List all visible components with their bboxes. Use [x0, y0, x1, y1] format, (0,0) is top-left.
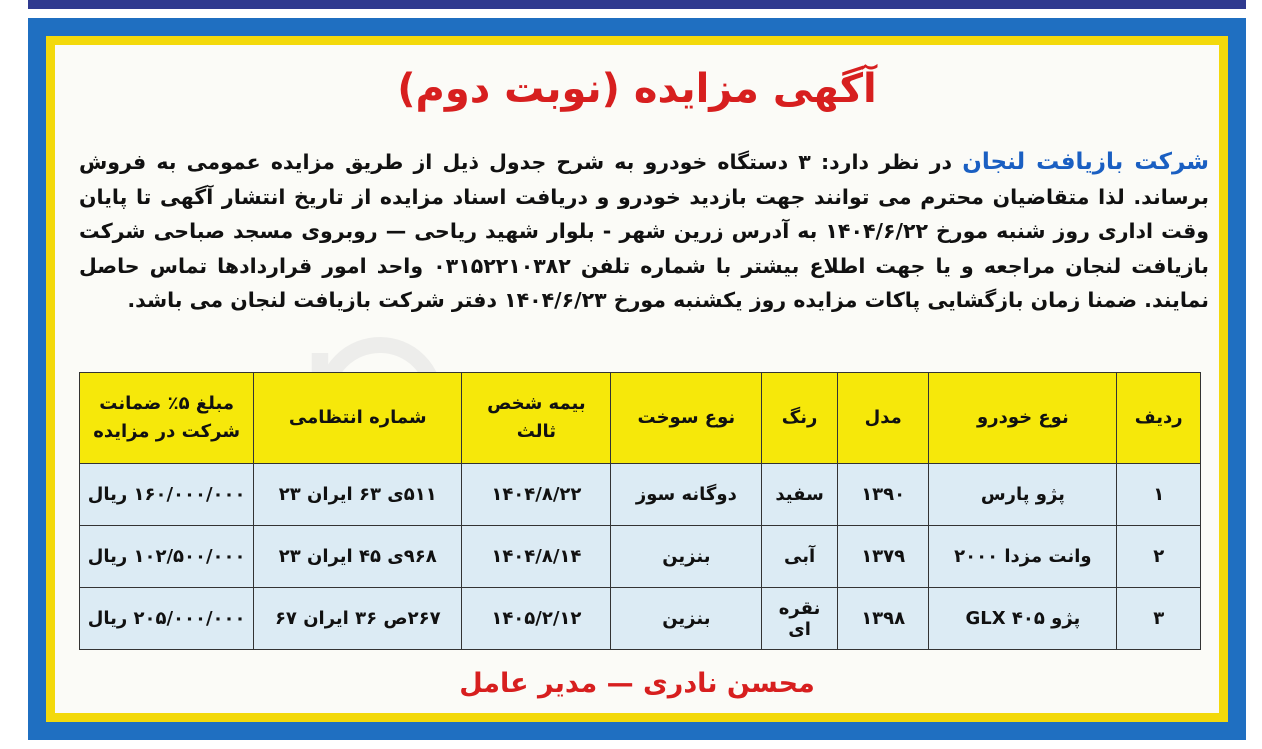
cell-insurance: ۱۴۰۴/۸/۱۴ [462, 526, 611, 588]
header-vehicle: نوع خودرو [929, 373, 1117, 464]
header-plate: شماره انتظامی [254, 373, 462, 464]
header-insurance: بیمه شخص ثالث [462, 373, 611, 464]
header-row-no: ردیف [1117, 373, 1201, 464]
cell-fuel: بنزین [611, 526, 762, 588]
signature: محسن نادری — مدیر عامل [459, 668, 815, 699]
cell-insurance: ۱۴۰۵/۲/۱۲ [462, 588, 611, 650]
cell-color: سفید [762, 464, 838, 526]
table-row [80, 526, 1201, 588]
header-color: رنگ [762, 373, 838, 464]
cell-guarantee: ۱۰۲/۵۰۰/۰۰۰ ریال [80, 526, 254, 588]
cell-plate: ۵۱۱ی ۶۳ ایران ۲۳ [254, 464, 462, 526]
table-header-row [80, 373, 1201, 464]
cell-color: نقره ای [762, 588, 838, 650]
cell-vehicle: پژو ۴۰۵ GLX [929, 588, 1117, 650]
table-row [80, 588, 1201, 650]
header-guarantee: مبلغ ۵٪ ضمانت شرکت در مزایده [80, 373, 254, 464]
cell-row-no: ۱ [1117, 464, 1201, 526]
cell-color: آبی [762, 526, 838, 588]
header-fuel: نوع سوخت [611, 373, 762, 464]
cell-model: ۱۳۷۹ [837, 526, 928, 588]
cell-plate: ۹۶۸ی ۴۵ ایران ۲۳ [254, 526, 462, 588]
cell-guarantee: ۱۶۰/۰۰۰/۰۰۰ ریال [80, 464, 254, 526]
cell-insurance: ۱۴۰۴/۸/۲۲ [462, 464, 611, 526]
top-bar [28, 0, 1246, 9]
cell-vehicle: پژو پارس [929, 464, 1117, 526]
notice-yellow-frame [46, 36, 1228, 722]
vehicles-table [79, 372, 1201, 650]
cell-guarantee: ۲۰۵/۰۰۰/۰۰۰ ریال [80, 588, 254, 650]
cell-row-no: ۲ [1117, 526, 1201, 588]
table-row [80, 464, 1201, 526]
notice-body [79, 145, 1209, 318]
notice-panel [55, 45, 1219, 713]
cell-model: ۱۳۹۰ [837, 464, 928, 526]
notice-body-text: در نظر دارد: ۳ دستگاه خودرو به شرح جدول ذیل از طریق مزایده عمومی به فروش برساند. لذا متقاضیان محترم می توانند جهت بازدید خودرو و دریافت اسناد مزایده از تاریخ انتشار آگهی تا پایان وقت اداری روز شنبه مورخ ۱۴۰۴/۶/۲۲ به آدرس زرین شهر - بلوار شهید ریاحی — روبروی مسجد صباحی شرکت بازیافت لنجان مراجعه و یا جهت اطلاع بیشتر با شماره تلفن ۰۳۱۵۲۲۱۰۳۸۲ واحد امور قراردادها تماس حاصل نمایند. ضمنا زمان بازگشایی پاکات مزایده روز یکشنبه مورخ ۱۴۰۴/۶/۲۳ دفتر شرکت بازیافت لنجان می باشد. [79, 150, 1209, 312]
cell-vehicle: وانت مزدا ۲۰۰۰ [929, 526, 1117, 588]
company-name: شرکت بازیافت لنجان [962, 149, 1209, 175]
notice-outer-frame [28, 18, 1246, 740]
cell-plate: ۲۶۷ص ۳۶ ایران ۶۷ [254, 588, 462, 650]
cell-model: ۱۳۹۸ [837, 588, 928, 650]
notice-title: آگهی مزایده (نوبت دوم) [397, 66, 877, 112]
cell-fuel: دوگانه سوز [611, 464, 762, 526]
cell-row-no: ۳ [1117, 588, 1201, 650]
header-model: مدل [837, 373, 928, 464]
cell-fuel: بنزین [611, 588, 762, 650]
